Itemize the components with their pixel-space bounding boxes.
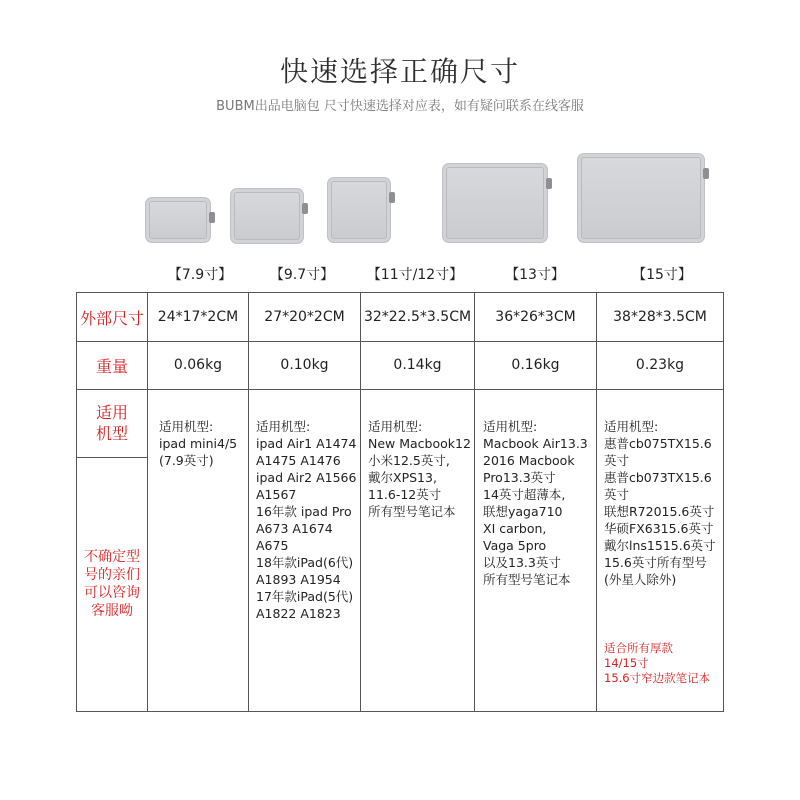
row-header-dimensions: 外部尺寸 — [79, 308, 144, 328]
sleeve-9-7-image — [230, 188, 304, 244]
models-cell: 适用机型: ipad mini4/5 (7.9英寸) — [159, 419, 238, 468]
models-cell: 适用机型: New Macbook12 小米12.5英寸, 戴尔XPS13, 11.6-12英寸 所有型号笔记本 — [368, 419, 471, 519]
dimension-cell: 32*22.5*3.5CM — [363, 309, 472, 325]
weight-cell: 0.06kg — [173, 357, 223, 373]
sleeve-7-9-image — [145, 197, 211, 243]
dimension-cell: 38*28*3.5CM — [613, 309, 707, 325]
row-header-contact: 不确定型 号的亲们 可以咨询 客服呦 — [84, 549, 140, 619]
size-spec-table — [76, 292, 724, 712]
size-label-15: 【15寸】 — [632, 267, 692, 283]
page-title: 快速选择正确尺寸 — [279, 55, 520, 88]
size-label-7-9: 【7.9寸】 — [167, 267, 233, 283]
sleeve-11-12-image — [327, 177, 391, 243]
sleeve-15-image — [577, 153, 705, 243]
zipper-pull — [209, 212, 215, 223]
models-cell: 适用机型: ipad Air1 A1474 A1475 A1476 ipad Air2 A1566 A1567 16年款 ipad Pro A673 A1674 A675 18年款iPad(6代) A1893 A1954 17年款iPad(5代) A1822 A1823 — [256, 419, 357, 621]
zipper-pull — [703, 168, 709, 179]
weight-cell: 0.16kg — [511, 357, 560, 373]
models-cell: 适用机型: Macbook Air13.3 2016 Macbook Pro13.3英寸 14英寸超薄本, 联想yaga710 XI carbon, Vaga 5pro 以及13.3英寸 所有型号笔记本 — [483, 419, 588, 587]
models-cell: 适用机型: 惠普cb075TX15.6 英寸 惠普cb073TX15.6 英寸 联想R72015.6英寸 华硕FX6315.6英寸 戴尔lns1515.6英寸 15.6英寸所有型号 (外星人除外) — [604, 419, 716, 587]
zipper-pull — [389, 192, 395, 203]
table-divider — [77, 389, 723, 390]
dimension-cell: 27*20*2CM — [264, 309, 345, 325]
weight-cell: 0.23kg — [635, 357, 685, 373]
sleeve-13-image — [442, 163, 548, 243]
size-label-9-7: 【9.7寸】 — [269, 267, 335, 283]
zipper-pull — [546, 178, 552, 189]
weight-cell: 0.14kg — [393, 357, 442, 373]
row-header-models: 适用 机型 — [95, 403, 128, 443]
dimension-cell: 24*17*2CM — [157, 309, 239, 325]
fit-note: 适合所有厚款 14/15寸 15.6寸窄边款笔记本 — [604, 641, 711, 685]
page-subtitle: BUBM出品电脑包 尺寸快速选择对应表，如有疑问联系在线客服 — [216, 99, 584, 114]
dimension-cell: 36*26*3CM — [495, 309, 576, 325]
size-label-13: 【13寸】 — [505, 267, 565, 283]
zipper-pull — [302, 203, 308, 214]
weight-cell: 0.10kg — [280, 357, 329, 373]
size-label-11-12: 【11寸/12寸】 — [366, 267, 464, 283]
row-header-weight: 重量 — [95, 356, 128, 376]
